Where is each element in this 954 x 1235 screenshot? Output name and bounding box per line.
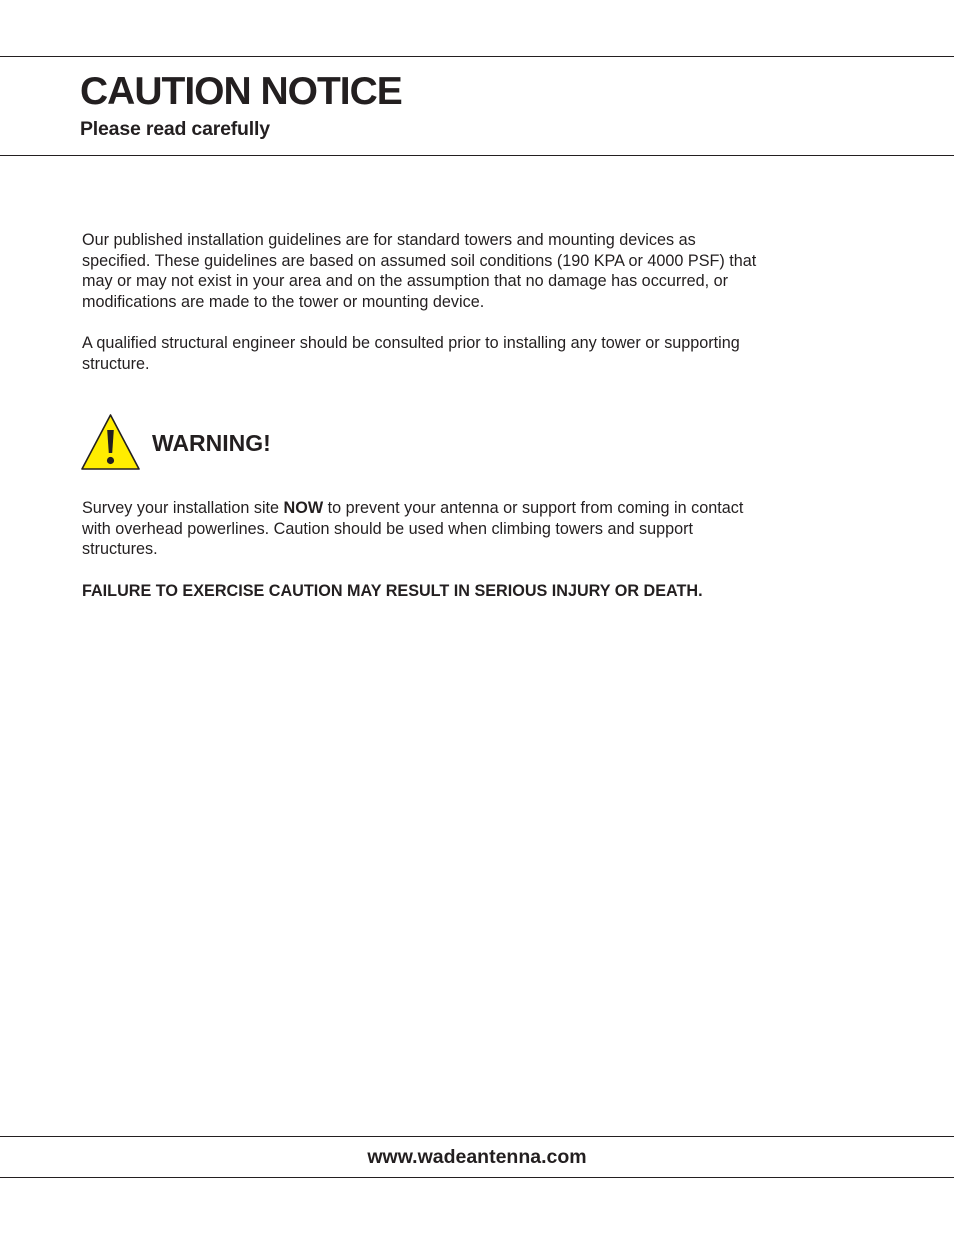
page-subtitle: Please read carefully [80,118,270,140]
guidelines-paragraph: Our published installation guidelines are for standard towers and mounting devices as specified. These guidelines are based on assumed soil conditions (190 KPA or 4000 PSF) that may or may not exist in your area and on the assumption that no damage has occurred, or modifications are made to the tower or mounting device. [82,231,757,312]
warning-title: WARNING! [152,430,271,456]
header-top-rule [0,56,954,57]
page-title: CAUTION NOTICE [80,70,402,113]
powerline-text-end: to prevent your antenna or support from coming in contact with overhead powerlines. Caution should be used when climbing towers and support structures. [82,499,744,559]
header-bottom-rule [0,155,954,156]
footer-top-rule [0,1136,954,1137]
engineer-paragraph: A qualified structural engineer should be consulted prior to installing any tower or supporting structure. [82,334,740,373]
footer-website-url: www.wadeantenna.com [367,1146,587,1168]
warning-triangle-icon [80,413,141,471]
now-emphasis: NOW [283,499,324,517]
powerline-text-start: Survey your installation site [82,499,284,517]
footer-bottom-rule [0,1177,954,1178]
final-warning-notice: FAILURE TO EXERCISE CAUTION MAY RESULT IN SERIOUS INJURY OR DEATH. [82,582,703,600]
powerline-paragraph [82,498,762,560]
